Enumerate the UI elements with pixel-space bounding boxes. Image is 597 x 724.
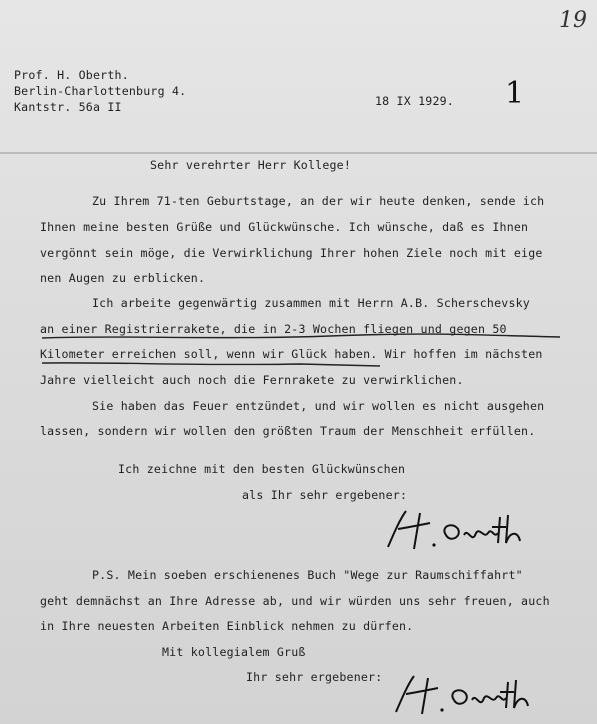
ps-closing: Mit kollegialem Gruß xyxy=(162,645,306,659)
body-line: lassen, sondern wir wollen den größten Traum der Menschheit erfüllen. xyxy=(40,424,536,438)
body-line: Zu Ihrem 71-ten Geburtstage, an der wir heute denken, sende ich xyxy=(92,194,545,208)
body-line: an einer Registrierrakete, die in 2-3 Wochen fliegen und gegen 50 xyxy=(40,322,507,336)
closing-line: Ich zeichne mit den besten Glückwünschen xyxy=(118,462,406,476)
signature xyxy=(380,505,540,555)
body-line: Jahre vielleicht auch noch die Fernrakete zu verwirklichen. xyxy=(40,373,464,387)
body-line: nen Augen zu erblicken. xyxy=(40,271,206,285)
body-line: Kilometer erreichen soll, wenn wir Glück haben. Wir hoffen im nächsten xyxy=(40,347,543,361)
body-line: Ich arbeite gegenwärtig zusammen mit Herrn A.B. Scherschevsky xyxy=(92,296,530,310)
body-line: vergönnt sein möge, die Verwirklichung Ihrer hohen Ziele noch mit eige xyxy=(40,246,543,260)
ps-closing: Ihr sehr ergebener: xyxy=(246,670,383,684)
signature-2 xyxy=(388,672,548,720)
sender-city: Berlin-Charlottenburg 4. xyxy=(14,84,187,98)
letter-mark: 1 xyxy=(505,76,525,111)
letter-date: 18 IX 1929. xyxy=(375,94,454,108)
salutation: Sehr verehrter Herr Kollege! xyxy=(150,158,352,172)
ps-line: in Ihre neuesten Arbeiten Einblick nehmen zu dürfen. xyxy=(40,619,414,633)
body-line: Sie haben das Feuer entzündet, und wir wollen es nicht ausgehen xyxy=(92,399,545,413)
sender-name: Prof. H. Oberth. xyxy=(14,68,129,82)
ps-line: P.S. Mein soeben erschienenes Buch "Wege zur Raumschiffahrt" xyxy=(92,568,523,582)
body-line: Ihnen meine besten Grüße und Glückwünsche. Ich wünsche, daß es Ihnen xyxy=(40,220,529,234)
sender-street: Kantstr. 56a II xyxy=(14,100,122,114)
page-number: 19 xyxy=(559,8,587,33)
ps-line: geht demnächst an Ihre Adresse ab, und wir würden uns sehr freuen, auch xyxy=(40,594,550,608)
closing-line: als Ihr sehr ergebener: xyxy=(242,488,408,502)
